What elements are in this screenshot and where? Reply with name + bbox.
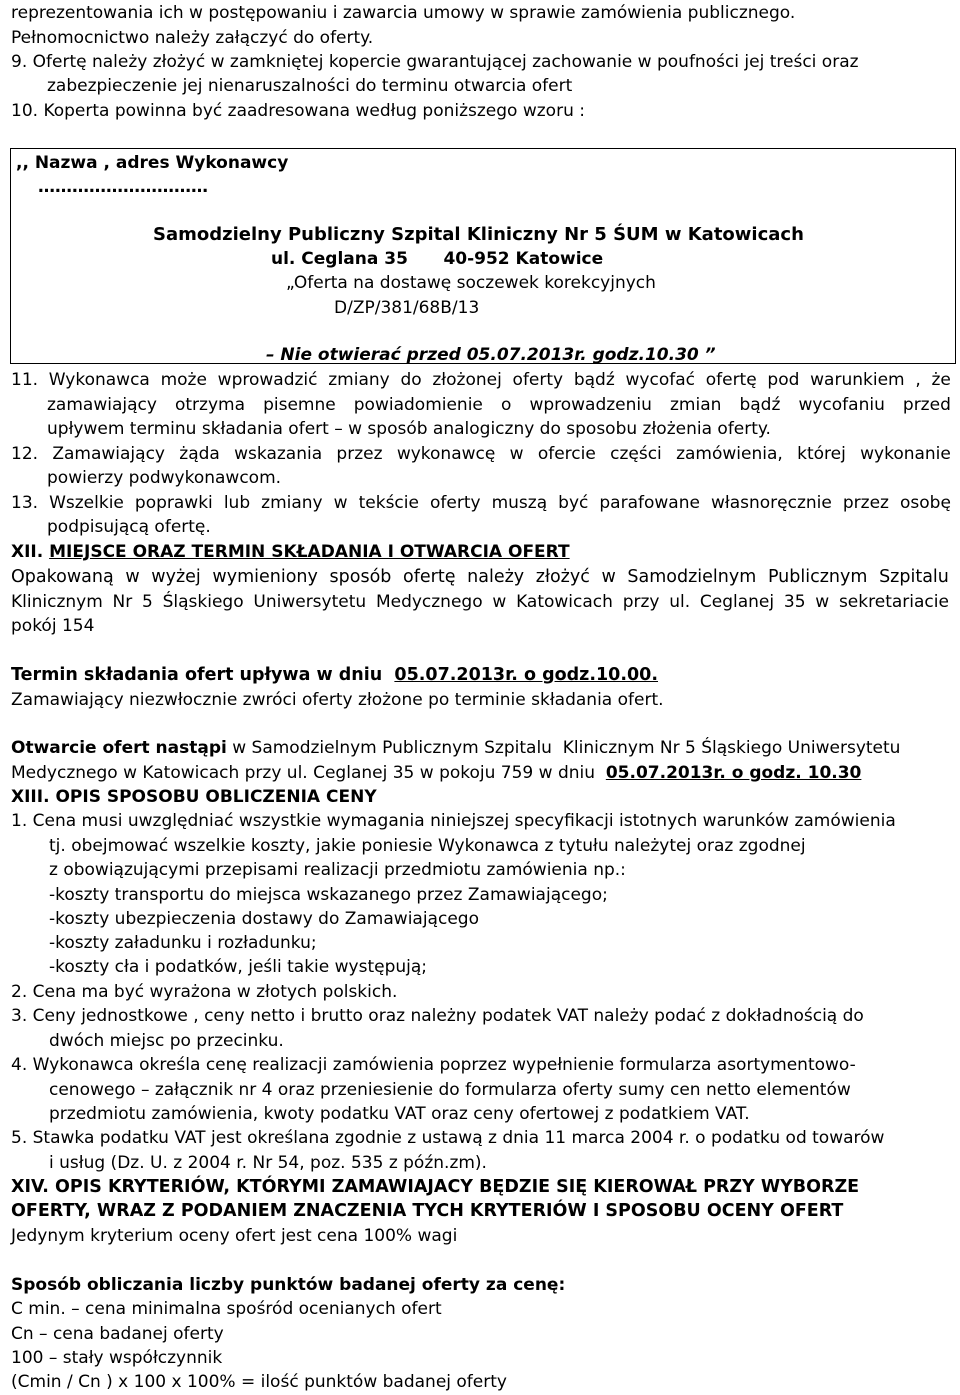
- section-heading: XIV. OPIS KRYTERIÓW, KTÓRYMI ZAMAWIAJACY BĘDZIE SIĘ KIEROWAŁ PRZY WYBORZE: [11, 1177, 860, 1197]
- definition: C min. – cena minimalna spośród ocenianych ofert: [11, 1299, 442, 1319]
- section-title: MIEJSCE ORAZ TERMIN SKŁADANIA I OTWARCIA OFERT: [49, 542, 570, 562]
- section-number: XII.: [11, 542, 44, 562]
- item-11-line: upływem terminu składania ofert – w sposób analogiczny do sposobu złożenia oferty.: [47, 419, 771, 439]
- section-heading: OFERTY, WRAZ Z PODANIEM ZNACZENIA TYCH KRYTERIÓW I SPOSOBU OCENY OFERT: [11, 1201, 844, 1221]
- text-line: tj. obejmować wszelkie koszty, jakie poniesie Wykonawca z tytułu należytej oraz zgodnej: [49, 836, 806, 856]
- text-line: cenowego – załącznik nr 4 oraz przeniesienie do formularza oferty sumy cen netto elementów: [49, 1080, 851, 1100]
- deadline-label: Termin składania ofert upływa w dniu: [11, 665, 395, 685]
- envelope-contractor-name: ,, Nazwa , adres Wykonawcy: [16, 153, 289, 173]
- envelope-address: ul. Ceglana 35 40-952 Katowice: [271, 249, 604, 269]
- text-line: dwóch miejsc po przecinku.: [49, 1031, 284, 1051]
- text-line: z obowiązującymi przepisami realizacji przedmiotu zamówienia np.:: [49, 860, 626, 880]
- criterion-text: Jedynym kryterium oceny ofert jest cena 100% wagi: [11, 1226, 458, 1246]
- item-9-line: 9. Ofertę należy złożyć w zamkniętej kopercie gwarantującej zachowanie w poufności jej treści oraz: [11, 52, 859, 72]
- cost-item: -koszty cła i podatków, jeśli takie występują;: [49, 957, 428, 977]
- text-line: 2. Cena ma być wyrażona w złotych polskich.: [11, 982, 398, 1002]
- cost-item: -koszty załadunku i rozładunku;: [49, 933, 317, 953]
- text-line: 3. Ceny jednostkowe , ceny netto i brutto oraz należny podatek VAT należy podać z dokładnością do: [11, 1006, 864, 1026]
- envelope-offer-title: „Oferta na dostawę soczewek korekcyjnych: [286, 273, 656, 293]
- item-9-line: zabezpieczenie jej nienaruszalności do terminu otwarcia ofert: [47, 76, 573, 96]
- text-line: reprezentowania ich w postępowaniu i zawarcia umowy w sprawie zamówienia publicznego.: [11, 3, 796, 23]
- definition: Cn – cena badanej oferty: [11, 1324, 224, 1344]
- text-line: 5. Stawka podatku VAT jest określana zgodnie z ustawą z dnia 11 marca 2004 r. o podatku od towarów: [11, 1128, 885, 1148]
- text-line: pokój 154: [11, 616, 95, 636]
- method-heading: Sposób obliczania liczby punktów badanej oferty za cenę:: [11, 1275, 566, 1295]
- opening-label: Otwarcie ofert nastąpi: [11, 738, 227, 758]
- text-line: Klinicznym Nr 5 Śląskiego Uniwersytetu Medycznego w Katowicach przy ul. Ceglanej 35 w sekretariacie: [11, 592, 949, 612]
- return-note: Zamawiający niezwłocznie zwróci oferty złożone po terminie składania ofert.: [11, 690, 664, 710]
- envelope-dots: …………………………: [38, 177, 208, 197]
- text-line: Opakowaną w wyżej wymieniony sposób ofertę należy złożyć w Samodzielnym Publicznym Szpitalu: [11, 567, 949, 587]
- item-13-line: podpisującą ofertę.: [47, 517, 211, 537]
- text-line: i usług (Dz. U. z 2004 r. Nr 54, poz. 535 z późn.zm).: [49, 1153, 487, 1173]
- formula: (Cmin / Cn ) x 100 x 100% = ilość punktów badanej oferty: [11, 1372, 507, 1392]
- opening-text: w Samodzielnym Publicznym Szpitalu Klinicznym Nr 5 Śląskiego Uniwersytetu: [226, 738, 901, 758]
- opening-value: 05.07.2013r. o godz. 10.30: [605, 763, 862, 783]
- text-line: Pełnomocnictwo należy załączyć do oferty.: [11, 28, 374, 48]
- section-heading: XIII. OPIS SPOSOBU OBLICZENIA CENY: [11, 787, 377, 807]
- definition: 100 – stały współczynnik: [11, 1348, 223, 1368]
- deadline-line: [11, 665, 658, 685]
- cost-item: -koszty transportu do miejsca wskazanego przez Zamawiającego;: [49, 885, 608, 905]
- opening-line: [11, 763, 861, 783]
- envelope-reference: D/ZP/381/68B/13: [334, 298, 480, 318]
- cost-item: -koszty ubezpieczenia dostawy do Zamawiającego: [49, 909, 479, 929]
- item-11-line: 11. Wykonawca może wprowadzić zmiany do złożonej oferty bądź wycofać ofertę pod warunkiem , że: [11, 370, 951, 390]
- text-line: przedmiotu zamówienia, kwoty podatku VAT oraz ceny ofertowej z podatkiem VAT.: [49, 1104, 750, 1124]
- item-10: 10. Koperta powinna być zaadresowana według poniższego wzoru :: [11, 101, 585, 121]
- item-12-line: 12. Zamawiający żąda wskazania przez wykonawcę w ofercie części zamówienia, której wykonanie: [11, 444, 951, 464]
- item-13-line: 13. Wszelkie poprawki lub zmiany w tekście oferty muszą być parafowane własnoręcznie przez osobę: [11, 493, 951, 513]
- section-heading: [11, 542, 570, 562]
- opening-text: Medycznego w Katowicach przy ul. Ceglanej 35 w pokoju 759 w dniu: [11, 763, 606, 783]
- item-12-line: powierzy podwykonawcom.: [47, 468, 282, 488]
- text-line: 4. Wykonawca określa cenę realizacji zamówienia poprzez wypełnienie formularza asortymentowo-: [11, 1055, 856, 1075]
- deadline-value: 05.07.2013r. o godz.10.00.: [394, 665, 659, 685]
- opening-line: [11, 738, 900, 758]
- envelope-do-not-open: – Nie otwierać przed 05.07.2013r. godz.10.30 ”: [266, 345, 716, 365]
- text-line: 1. Cena musi uwzględniać wszystkie wymagania niniejszej specyfikacji istotnych warunków zamówienia: [11, 811, 896, 831]
- envelope-hospital-name: Samodzielny Publiczny Szpital Kliniczny Nr 5 ŚUM w Katowicach: [153, 224, 804, 245]
- item-11-line: zamawiający otrzyma pisemne powiadomienie o wprowadzeniu zmian bądź wycofaniu przed: [47, 395, 951, 415]
